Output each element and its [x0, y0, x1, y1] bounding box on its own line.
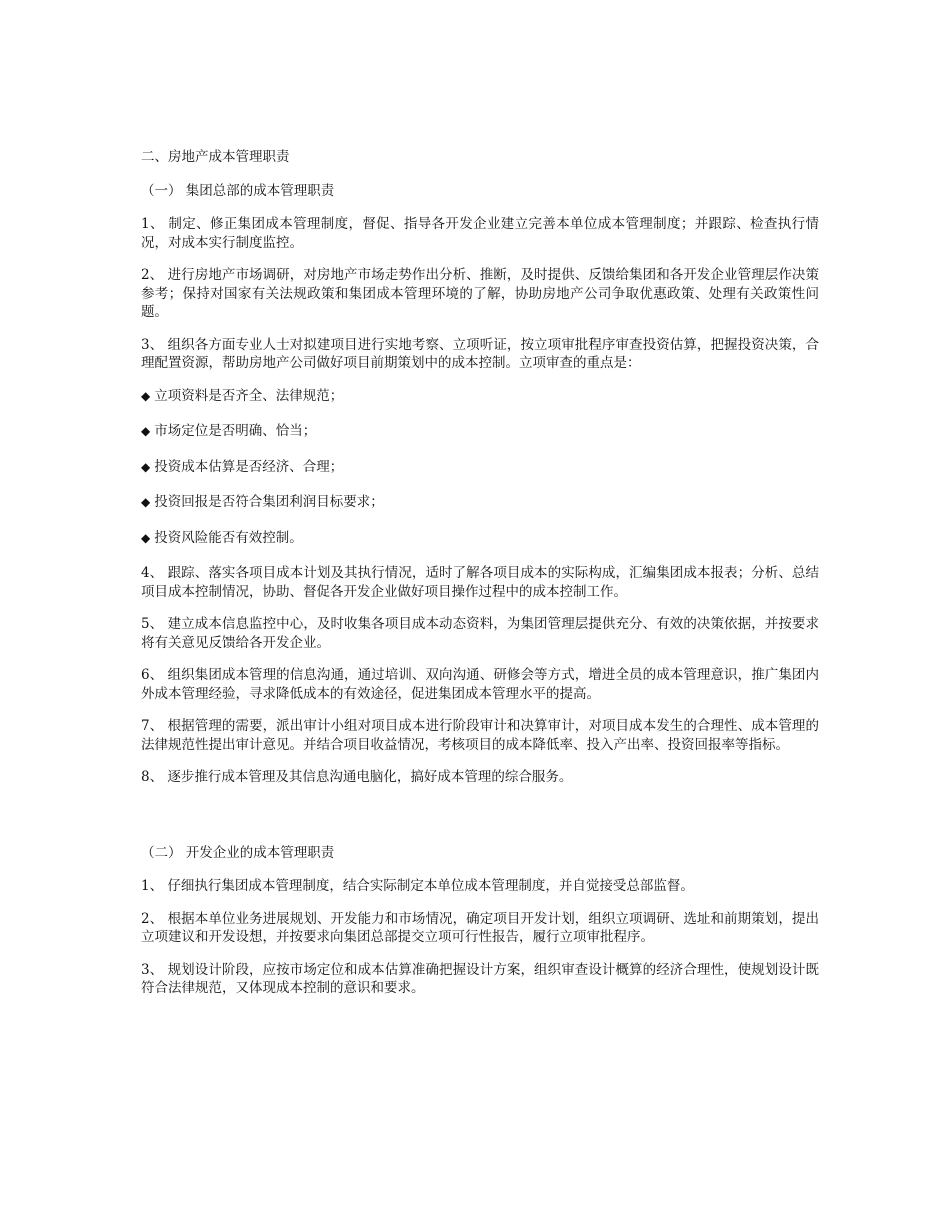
bullet-text: 市场定位是否明确、恰当；	[154, 423, 317, 439]
dev-item-2: 2、 根据本单位业务进展规划、开发能力和市场情况，确定项目开发计划，组织立项调研、选址和前期策划，提出立项建议和开发设想，并按要求向集团总部提交立项可行性报告，履行立项审批程序。	[141, 910, 819, 945]
dev-item-1: 1、 仔细执行集团成本管理制度，结合实际制定本单位成本管理制度，并自觉接受总部监督。	[141, 878, 694, 894]
document-body	[141, 148, 819, 1012]
hq-item-5: 5、 建立成本信息监控中心，及时收集各项目成本动态资料，为集团管理层提供充分、有效的决策依据，并按要求将有关意见反馈给各开发企业。	[141, 616, 819, 651]
hq-item-8: 8、 逐步推行成本管理及其信息沟通电脑化，搞好成本管理的综合服务。	[141, 769, 573, 785]
bullet-text: 投资成本估算是否经济、合理；	[154, 458, 344, 475]
bullet-item	[141, 422, 819, 441]
dev-item-3: 3、 规划设计阶段，应按市场定位和成本估算准确把握设计方案，组织审查设计概算的经济合理性，使规划设计既符合法律规范，又体现成本控制的意识和要求。	[141, 961, 819, 996]
bullet-item	[141, 458, 819, 477]
hq-item-6: 6、 组织集团成本管理的信息沟通，通过培训、双向沟通、研修会等方式，增进全员的成本管理意识，推广集团内外成本管理经验，寻求降低成本的有效途径，促进集团成本管理水平的提高。	[141, 667, 819, 702]
bullet-item	[141, 493, 819, 512]
diamond-bullet-icon: ◆	[141, 424, 151, 438]
hq-item-3: 3、 组织各方面专业人士对拟建项目进行实地考察、立项听证，按立项审批程序审查投资估算，把握投资决策，合理配置资源，帮助房地产公司做好项目前期策划中的成本控制。立项审查的重点是：	[141, 336, 819, 371]
diamond-bullet-icon: ◆	[141, 495, 151, 509]
bullet-item	[141, 529, 819, 548]
bullet-text: 投资风险能否有效控制。	[154, 529, 303, 546]
section-title: 二、房地产成本管理职责	[141, 149, 290, 165]
hq-item-7: 7、 根据管理的需要，派出审计小组对项目成本进行阶段审计和决算审计，对项目成本发生的合理性、成本管理的法律规范性提出审计意见。并结合项目收益情况，考核项目的成本降低率、投入产出率、投资回报率等指标。	[141, 718, 819, 753]
developer-heading: （二） 开发企业的成本管理职责	[141, 844, 335, 861]
bullet-item	[141, 387, 819, 406]
diamond-bullet-icon: ◆	[141, 459, 151, 474]
bullet-text: 投资回报是否符合集团利润目标要求；	[154, 494, 384, 510]
headquarters-heading: （一） 集团总部的成本管理职责	[141, 182, 335, 199]
bullet-text: 立项资料是否齐全、法律规范；	[154, 387, 344, 404]
hq-item-4: 4、 跟踪、落实各项目成本计划及其执行情况，适时了解各项目成本的实际构成，汇编集团成本报表；分析、总结项目成本控制情况，协助、督促各开发企业做好项目操作过程中的成本控制工作。	[141, 565, 819, 600]
hq-item-2: 2、 进行房地产市场调研，对房地产市场走势作出分析、推断，及时提供、反馈给集团和各开发企业管理层作决策参考；保持对国家有关法规政策和集团成本管理环境的了解，协助房地产公司争取优惠政策、处理有关政策性问题。	[141, 267, 819, 320]
section-spacer	[141, 801, 819, 844]
diamond-bullet-icon: ◆	[141, 530, 151, 545]
hq-item-1: 1、 制定、修正集团成本管理制度，督促、指导各开发企业建立完善本单位成本管理制度；并跟踪、检查执行情况，对成本实行制度监控。	[141, 216, 819, 251]
diamond-bullet-icon: ◆	[141, 388, 151, 403]
